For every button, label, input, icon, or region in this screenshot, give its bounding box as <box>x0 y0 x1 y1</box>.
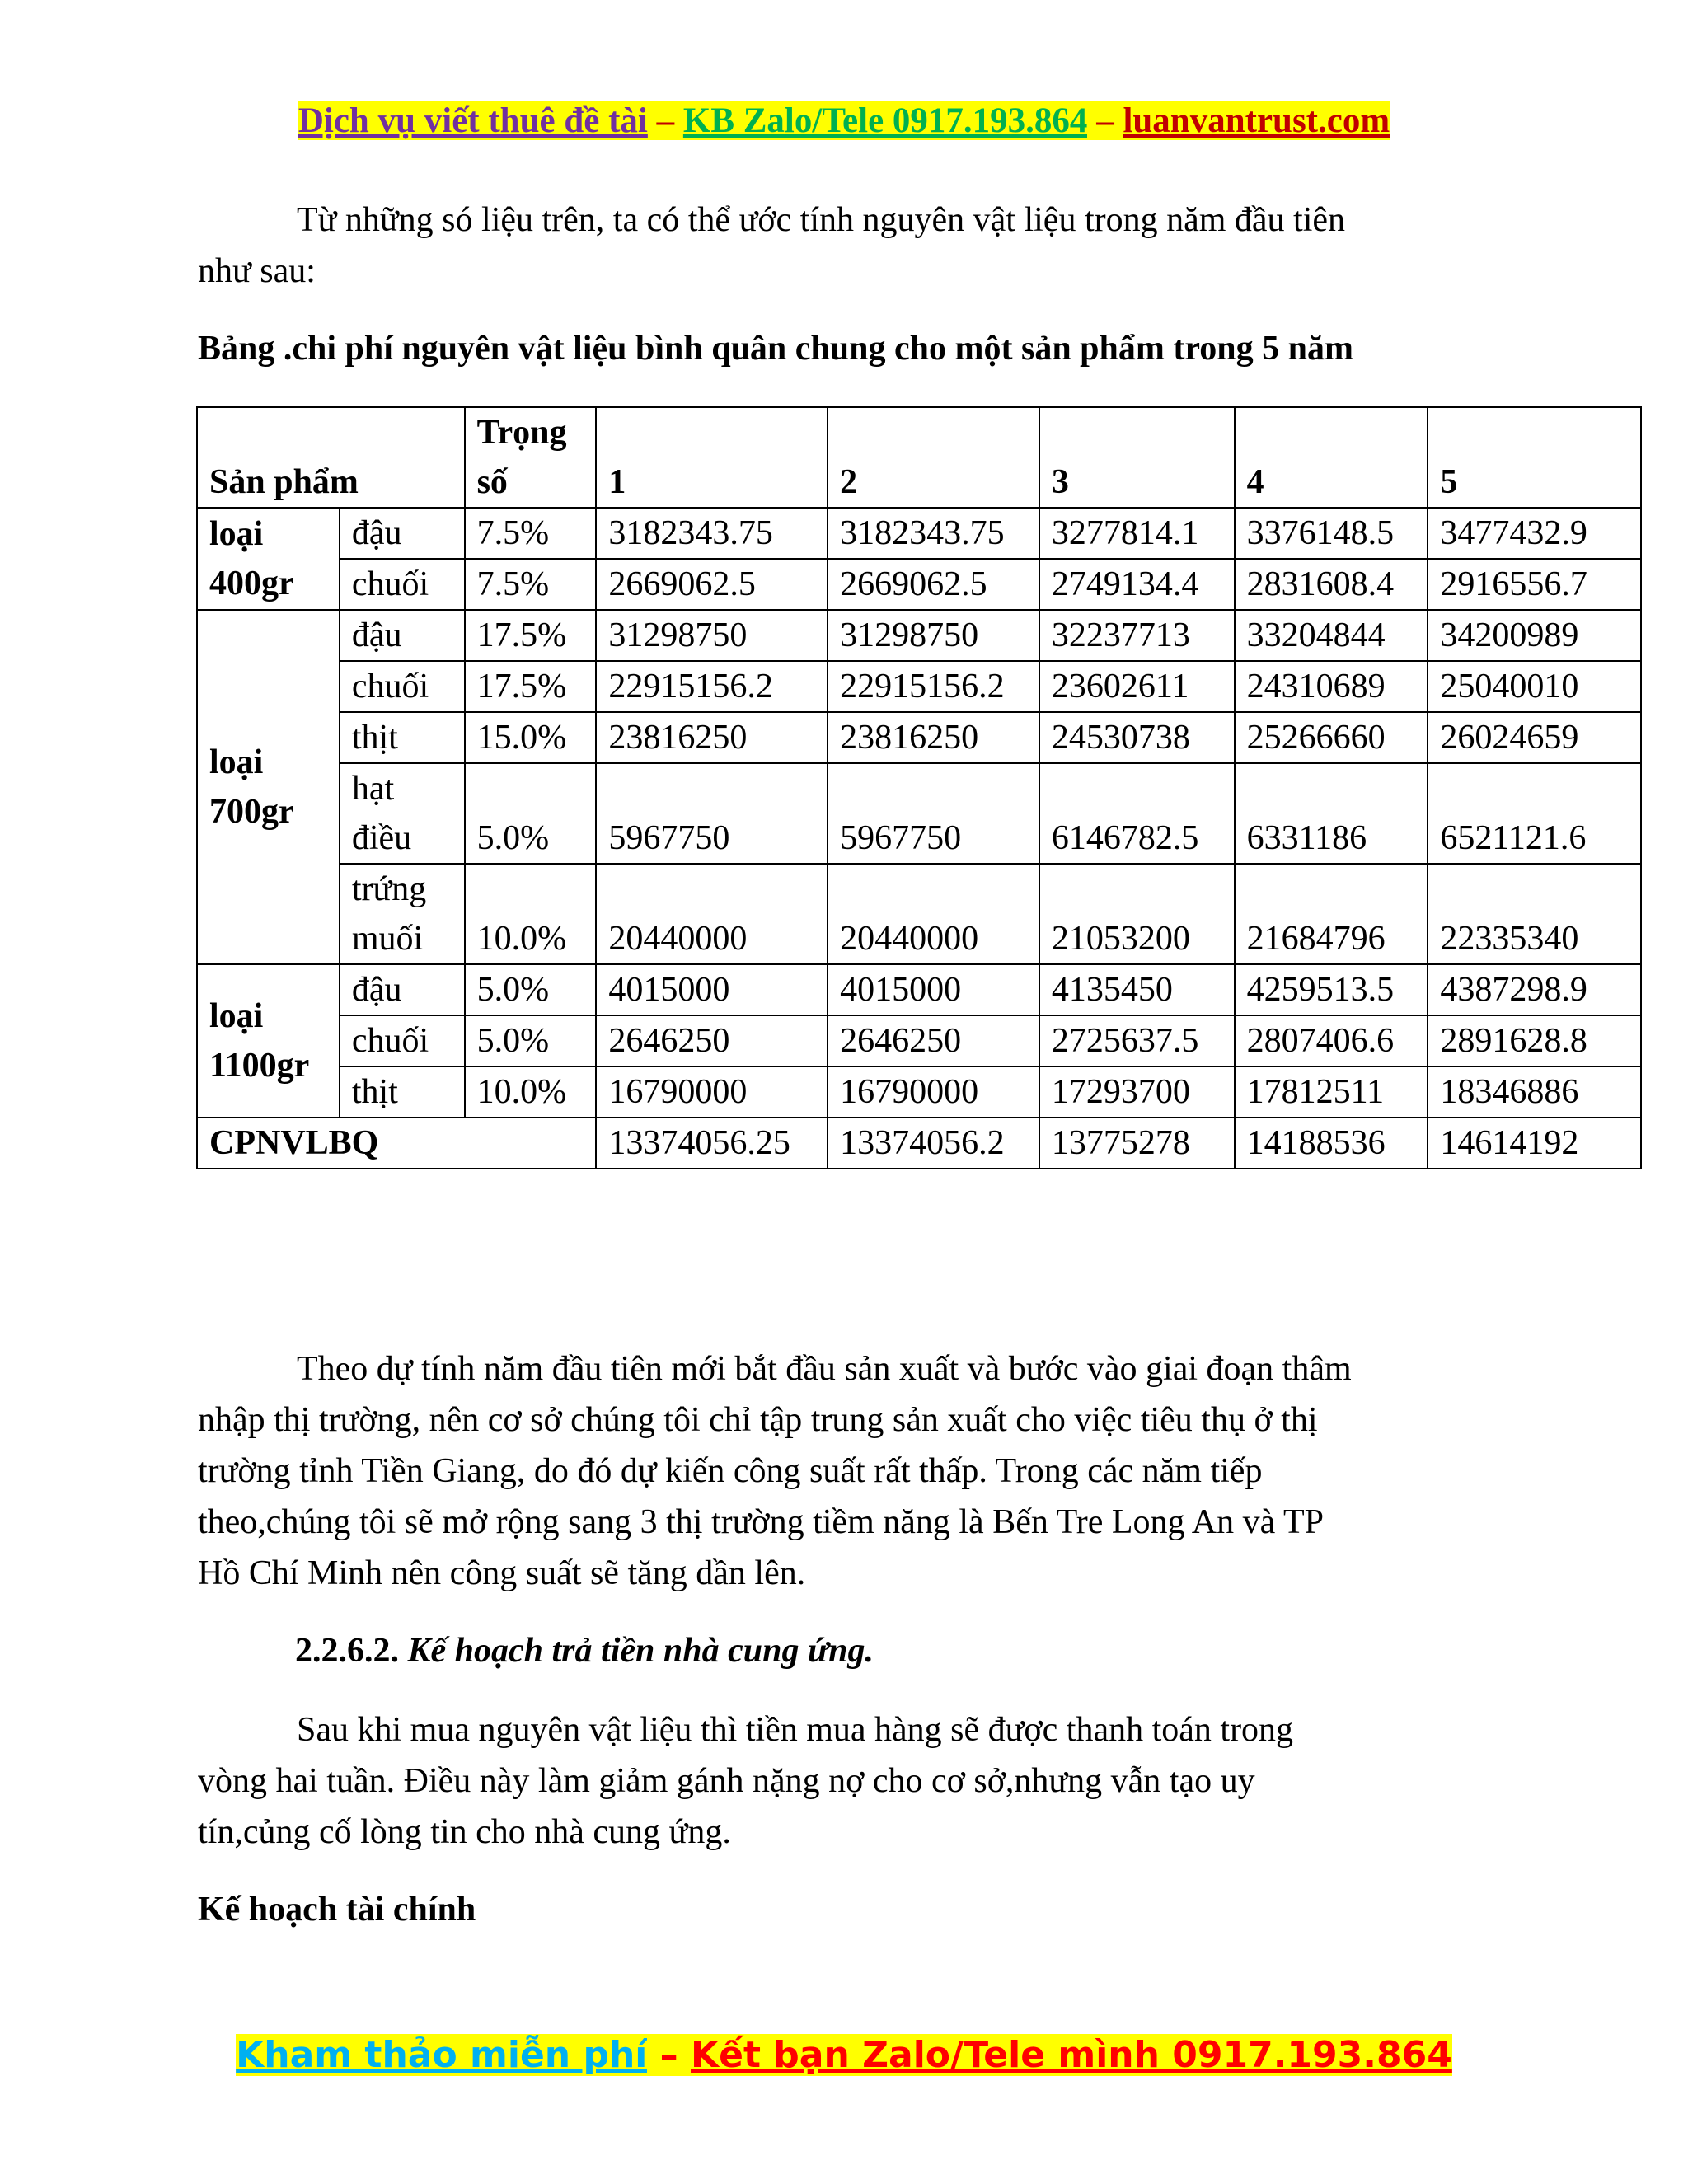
banner-contact-text: KB Zalo/Tele 0917.193.864 <box>682 101 1088 140</box>
para2-line-5: Hồ Chí Minh nên công suất sẽ tăng dần lên. <box>198 1554 806 1592</box>
value-cell: 16790000 <box>596 1066 828 1118</box>
item-weight: 5.0% <box>465 1015 597 1066</box>
item-name: đậu <box>340 964 465 1015</box>
item-weight: 17.5% <box>465 610 597 661</box>
group-label-400gr: loại 400gr <box>197 508 340 610</box>
para2-line-2: nhập thị trường, nên cơ sở chúng tôi chỉ tập trung sản xuất cho việc tiêu thụ ở thị <box>198 1401 1318 1439</box>
item-weight: 17.5% <box>465 661 597 712</box>
value-cell: 22915156.2 <box>596 661 828 712</box>
value-cell: 5967750 <box>596 763 828 864</box>
group-label-700gr: loại 700gr <box>197 610 340 964</box>
intro-line-1: Từ những só liệu trên, ta có thể ước tính nguyên vật liệu trong năm đầu tiên <box>297 201 1346 239</box>
table-row <box>197 964 1641 1015</box>
total-value-cell: 13374056.2 <box>828 1118 1039 1169</box>
value-cell: 6146782.5 <box>1039 763 1235 864</box>
item-name: chuối <box>340 559 465 610</box>
value-cell: 6331186 <box>1235 763 1428 864</box>
item-weight: 10.0% <box>465 864 597 964</box>
item-weight: 7.5% <box>465 559 597 610</box>
finance-heading: Kế hoạch tài chính <box>198 1891 476 1929</box>
table-title: Bảng .chi phí nguyên vật liệu bình quân chung cho một sản phẩm trong 5 năm <box>198 330 1353 368</box>
value-cell: 16790000 <box>828 1066 1039 1118</box>
table-row <box>197 610 1641 661</box>
total-value-cell: 14188536 <box>1235 1118 1428 1169</box>
value-cell: 33204844 <box>1235 610 1428 661</box>
table-row <box>197 508 1641 559</box>
value-cell: 2831608.4 <box>1235 559 1428 610</box>
item-weight: 10.0% <box>465 1066 597 1118</box>
value-cell: 2646250 <box>828 1015 1039 1066</box>
table-header-row <box>197 407 1641 508</box>
header-year-1: 1 <box>596 407 828 508</box>
value-cell: 34200989 <box>1428 610 1641 661</box>
para3-line-1: Sau khi mua nguyên vật liệu thì tiền mua hàng sẽ được thanh toán trong <box>297 1711 1294 1749</box>
value-cell: 2646250 <box>596 1015 828 1066</box>
footer-contact-link[interactable]: Kết bạn Zalo/Tele mình 0917.193.864 <box>691 2034 1452 2076</box>
item-name: đậu <box>340 610 465 661</box>
value-cell: 4015000 <box>828 964 1039 1015</box>
item-name: chuối <box>340 1015 465 1066</box>
value-cell: 32237713 <box>1039 610 1235 661</box>
value-cell: 23816250 <box>596 712 828 763</box>
table-row <box>197 763 1641 864</box>
value-cell: 2807406.6 <box>1235 1015 1428 1066</box>
banner-website-link[interactable]: luanvantrust.com <box>1123 101 1390 140</box>
header-weight: Trọng số <box>465 407 597 508</box>
value-cell: 4259513.5 <box>1235 964 1428 1015</box>
item-weight: 7.5% <box>465 508 597 559</box>
value-cell: 6521121.6 <box>1428 763 1641 864</box>
item-name: đậu <box>340 508 465 559</box>
value-cell: 25040010 <box>1428 661 1641 712</box>
value-cell: 17293700 <box>1039 1066 1235 1118</box>
item-name: thịt <box>340 1066 465 1118</box>
total-label: CPNVLBQ <box>197 1118 596 1169</box>
value-cell: 25266660 <box>1235 712 1428 763</box>
value-cell: 3477432.9 <box>1428 508 1641 559</box>
item-name: trứng muối <box>340 864 465 964</box>
value-cell: 20440000 <box>596 864 828 964</box>
value-cell: 18346886 <box>1428 1066 1641 1118</box>
item-name: thịt <box>340 712 465 763</box>
table-row <box>197 712 1641 763</box>
value-cell: 21684796 <box>1235 864 1428 964</box>
footer-free-reference-link[interactable]: Kham thảo miễn phí <box>236 2034 648 2076</box>
value-cell: 3182343.75 <box>828 508 1039 559</box>
value-cell: 2669062.5 <box>596 559 828 610</box>
table-row <box>197 559 1641 610</box>
value-cell: 17812511 <box>1235 1066 1428 1118</box>
value-cell: 2891628.8 <box>1428 1015 1641 1066</box>
value-cell: 26024659 <box>1428 712 1641 763</box>
group-label-1100gr: loại 1100gr <box>197 964 340 1118</box>
value-cell: 31298750 <box>828 610 1039 661</box>
header-year-5: 5 <box>1428 407 1641 508</box>
value-cell: 4135450 <box>1039 964 1235 1015</box>
banner-separator: – <box>647 101 683 140</box>
value-cell: 23816250 <box>828 712 1039 763</box>
header-year-3: 3 <box>1039 407 1235 508</box>
intro-line-2: như sau: <box>198 252 316 290</box>
table-row <box>197 1066 1641 1118</box>
footer-banner <box>0 2029 1688 2082</box>
material-cost-table <box>196 406 1642 1169</box>
table-row <box>197 864 1641 964</box>
para2-line-3: trường tỉnh Tiền Giang, do đó dự kiến công suất rất thấp. Trong các năm tiếp <box>198 1452 1263 1490</box>
banner-service-text: Dịch vụ viết thuê đề tài <box>298 101 648 140</box>
para2-line-1: Theo dự tính năm đầu tiên mới bắt đầu sản xuất và bước vào giai đoạn thâm <box>297 1350 1352 1388</box>
para2-line-4: theo,chúng tôi sẽ mở rộng sang 3 thị trường tiềm năng là Bến Tre Long An và TP <box>198 1503 1324 1541</box>
section-heading <box>295 1625 1449 1676</box>
value-cell: 2916556.7 <box>1428 559 1641 610</box>
value-cell: 3182343.75 <box>596 508 828 559</box>
item-name: chuối <box>340 661 465 712</box>
table-total-row <box>197 1118 1641 1169</box>
value-cell: 3376148.5 <box>1235 508 1428 559</box>
item-name: hạt điều <box>340 763 465 864</box>
value-cell: 23602611 <box>1039 661 1235 712</box>
value-cell: 5967750 <box>828 763 1039 864</box>
para3-line-2: vòng hai tuần. Điều này làm giảm gánh nặng nợ cho cơ sở,nhưng vẫn tạo uy <box>198 1762 1255 1800</box>
value-cell: 20440000 <box>828 864 1039 964</box>
value-cell: 2669062.5 <box>828 559 1039 610</box>
item-weight: 5.0% <box>465 964 597 1015</box>
header-banner <box>0 97 1688 145</box>
total-value-cell: 13775278 <box>1039 1118 1235 1169</box>
item-weight: 5.0% <box>465 763 597 864</box>
total-value-cell: 13374056.25 <box>596 1118 828 1169</box>
value-cell: 3277814.1 <box>1039 508 1235 559</box>
banner-separator: – <box>1087 101 1123 140</box>
section-number: 2.2.6.2. <box>295 1632 399 1670</box>
table-row <box>197 1015 1641 1066</box>
value-cell: 4387298.9 <box>1428 964 1641 1015</box>
value-cell: 22335340 <box>1428 864 1641 964</box>
value-cell: 4015000 <box>596 964 828 1015</box>
value-cell: 2749134.4 <box>1039 559 1235 610</box>
value-cell: 2725637.5 <box>1039 1015 1235 1066</box>
value-cell: 24530738 <box>1039 712 1235 763</box>
value-cell: 21053200 <box>1039 864 1235 964</box>
total-value-cell: 14614192 <box>1428 1118 1641 1169</box>
section-title: Kế hoạch trả tiền nhà cung ứng. <box>407 1632 874 1670</box>
value-cell: 22915156.2 <box>828 661 1039 712</box>
value-cell: 24310689 <box>1235 661 1428 712</box>
item-weight: 15.0% <box>465 712 597 763</box>
table-row <box>197 661 1641 712</box>
para3-line-3: tín,củng cố lòng tin cho nhà cung ứng. <box>198 1813 731 1851</box>
header-year-4: 4 <box>1235 407 1428 508</box>
header-year-2: 2 <box>828 407 1039 508</box>
header-product: Sản phẩm <box>197 407 465 508</box>
footer-separator: – <box>647 2034 691 2076</box>
value-cell: 31298750 <box>596 610 828 661</box>
